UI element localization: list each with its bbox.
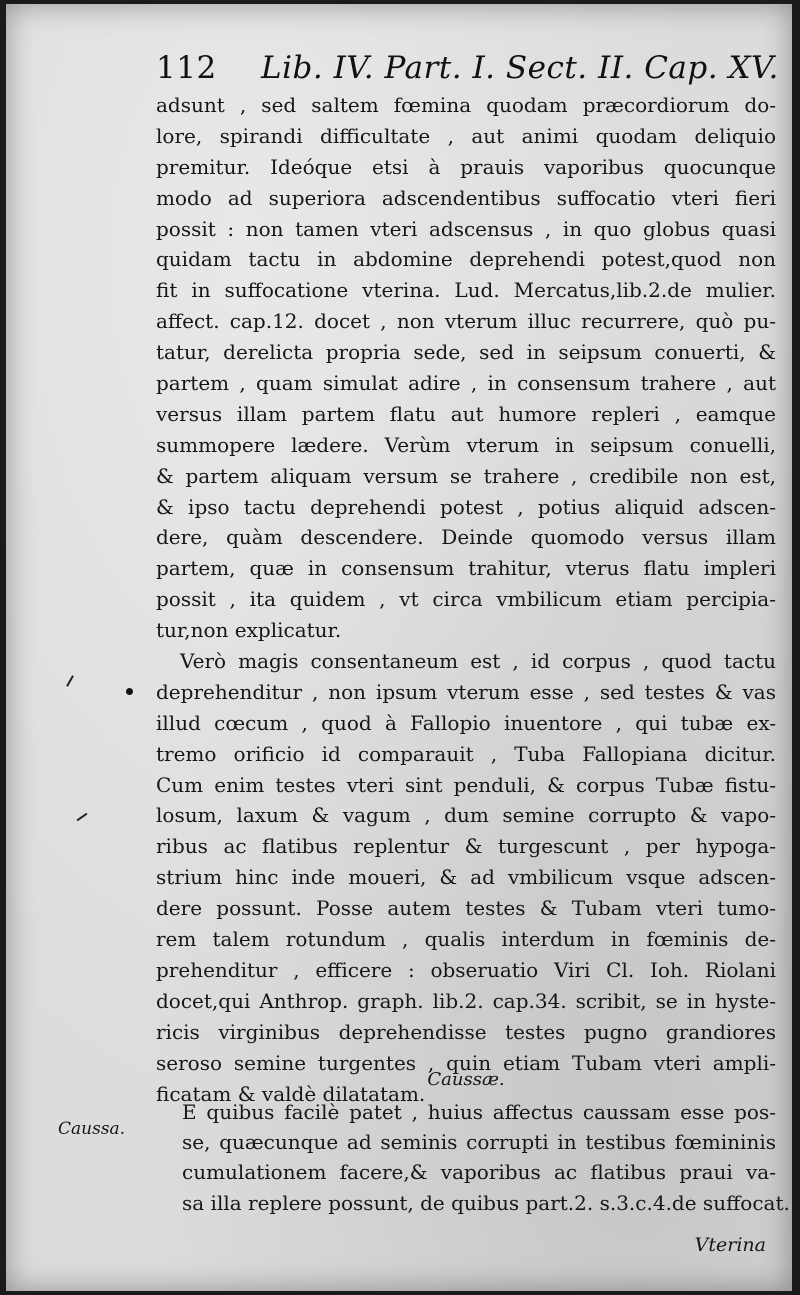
text-line: premitur. Ideóque etsi à prauis vaporibus quocunque xyxy=(156,154,776,179)
text-line: strium hinc inde moueri, & ad vmbilicum vsque adscen- xyxy=(156,865,776,890)
text-line: fit in suffocatione vterina. Lud. Mercatus,lib.2.de mulier. xyxy=(156,278,776,303)
paragraph-2 xyxy=(156,646,776,1109)
text-line: sa illa replere possunt, de quibus part.2. s.3.c.4.de suffocat. xyxy=(182,1190,790,1215)
text-line: tatur, derelicta propria sede, sed in seipsum conuerti, & xyxy=(156,340,776,365)
text-line: Verò magis consentaneum est , id corpus , quod tactu xyxy=(180,649,776,674)
main-text xyxy=(156,90,776,1109)
catchword: Vterina xyxy=(694,1234,766,1256)
text-line: possit : non tamen vteri adscensus , in quo globus quasi xyxy=(156,216,776,241)
text-line: summopere lædere. Verùm vterum in seipsum conuelli, xyxy=(156,432,776,457)
text-line: modo ad superiora adscendentibus suffocatio vteri fieri xyxy=(156,185,776,210)
text-line: & partem aliquam versum se trahere , credibile non est, xyxy=(156,463,776,488)
text-line: adsunt , sed saltem fœmina quodam præcordiorum do- xyxy=(156,93,776,117)
text-line: affect. cap.12. docet , non vterum illuc recurrere, quò pu- xyxy=(156,309,776,334)
text-line: lore, spirandi difficultate , aut animi quodam deliquio xyxy=(156,123,776,148)
page-number: 112 xyxy=(156,50,217,86)
text-line: docet,qui Anthrop. graph. lib.2. cap.34. scribit, se in hyste- xyxy=(156,988,776,1013)
text-line: prehenditur , efficere : obseruatio Viri Cl. Ioh. Riolani xyxy=(156,957,776,982)
text-line: se, quæcunque ad seminis corrupti in testibus fœmininis xyxy=(182,1130,776,1155)
text-line: tur,non explicatur. xyxy=(156,618,342,643)
running-title: Lib. IV. Part. I. Sect. II. Cap. XV. xyxy=(261,50,779,86)
book-page xyxy=(6,4,792,1291)
ink-mark xyxy=(77,813,88,822)
text-line: versus illam partem flatu aut humore repleri , eamque xyxy=(156,401,776,426)
text-line: dere possunt. Posse autem testes & Tubam vteri tumo- xyxy=(156,896,776,921)
paragraph-1 xyxy=(156,90,776,646)
section-heading: Caussæ. xyxy=(427,1069,505,1090)
text-line: partem , quam simulat adire , in consensum trahere , aut xyxy=(156,371,776,396)
text-line: cumulationem facere,& vaporibus ac flatibus praui va- xyxy=(182,1160,776,1185)
text-line: seroso semine turgentes , quin etiam Tubam vteri ampli- xyxy=(156,1050,776,1075)
margin-note: Caussa. xyxy=(58,1119,126,1139)
text-line: E quibus facilè patet , huius affectus caussam esse pos- xyxy=(182,1100,776,1124)
text-line: ribus ac flatibus replentur & turgescunt , per hypoga- xyxy=(156,834,776,859)
text-line: & ipso tactu deprehendi potest , potius aliquid adscen- xyxy=(156,494,776,519)
text-line: losum, laxum & vagum , dum semine corrupto & vapo- xyxy=(156,803,776,828)
ink-mark xyxy=(66,675,74,686)
text-line: possit , ita quidem , vt circa vmbilicum etiam percipia- xyxy=(156,587,776,612)
text-line: deprehenditur , non ipsum vterum esse , sed testes & vas xyxy=(156,679,776,704)
text-line: partem, quæ in consensum trahitur, vterus flatu impleri xyxy=(156,556,776,581)
ink-spot xyxy=(126,688,133,695)
text-line: Cum enim testes vteri sint penduli, & corpus Tubæ fistu- xyxy=(156,772,776,797)
text-line: tremo orificio id comparauit , Tuba Fallopiana dicitur. xyxy=(156,741,776,766)
text-line: quidam tactu in abdomine deprehendi potest,quod non xyxy=(156,247,776,272)
text-line: ficatam & valdè dilatatam. xyxy=(156,1081,426,1106)
text-line: illud cœcum , quod à Fallopio inuentore , qui tubæ ex- xyxy=(156,710,776,735)
text-line: dere, quàm descendere. Deinde quomodo versus illam xyxy=(156,525,776,550)
running-header xyxy=(156,50,779,90)
text-line: rem talem rotundum , qualis interdum in fœminis de- xyxy=(156,927,776,952)
text-line: ricis virginibus deprehendisse testes pugno grandiores xyxy=(156,1019,776,1044)
paragraph-3 xyxy=(182,1097,790,1218)
